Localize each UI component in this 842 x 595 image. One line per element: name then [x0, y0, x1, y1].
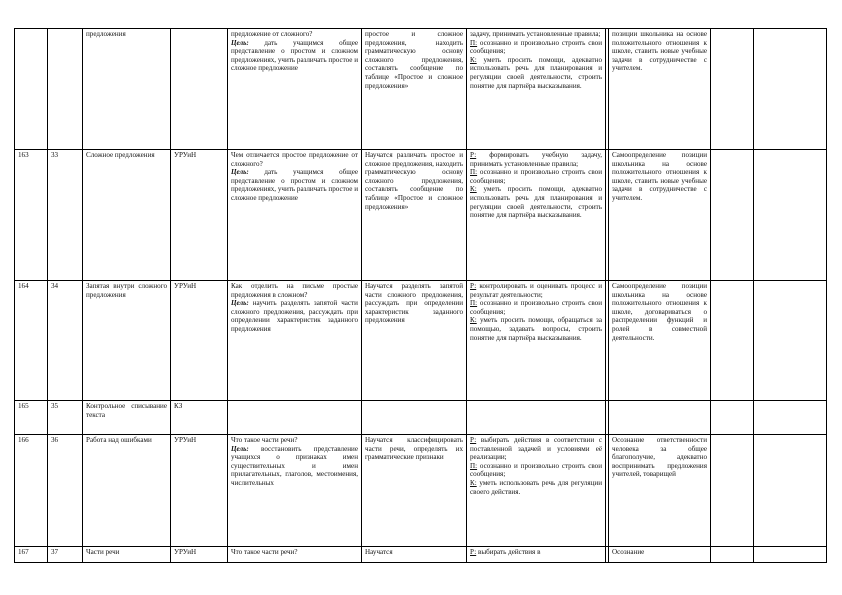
extra-cell [754, 281, 827, 401]
personal-results: позиции школьника на основе положительного отношения к школе, ставить новые учебные задачи в сотрудничестве с учителем. [612, 30, 707, 73]
uud-communicative-label: К: [470, 478, 477, 487]
table-row [15, 547, 827, 563]
goal-text: научить разделять запятой части сложного предложения, рассуждать при определении характеристик заданного предложения [231, 299, 358, 333]
goal-question-line [231, 548, 358, 557]
topic-cell [83, 435, 171, 547]
lesson-index: 33 [51, 151, 59, 159]
notes-cell [711, 547, 754, 563]
topic-cell [83, 401, 171, 435]
lesson-number-cell [15, 547, 48, 563]
goal-question-line [231, 151, 358, 168]
extra-cell [754, 435, 827, 547]
uud-communicative-label: К: [470, 316, 477, 325]
goal-question: предложение от сложного? [231, 30, 313, 38]
notes-cell [711, 150, 754, 281]
lesson-index: 36 [51, 436, 59, 444]
lesson-plan-table [14, 28, 827, 563]
uud-cell [467, 435, 606, 547]
extra-cell [754, 29, 827, 150]
goal-question: Что такое части речи? [231, 436, 298, 444]
lesson-number: 167 [18, 548, 29, 556]
goal-question: Как отделить на письме простые предложения в сложном? [231, 282, 358, 299]
lesson-topic: предложения [86, 30, 126, 38]
lesson-index-cell [48, 150, 83, 281]
uud-regulative-line [470, 30, 602, 39]
uud-regulative-text: выбирать действия в [477, 548, 541, 556]
goal-text: дать учащимся общее представление о простом и сложном предложениях, учить различать простое и сложное предложение [231, 38, 358, 73]
uud-communicative-text: уметь просить помощи, адекватно использовать речь для планирования и регуляции своей деятельности, строить понятие для партнёра высказывания. [470, 185, 602, 220]
results-cell [362, 29, 467, 150]
uud-cognitive-line [470, 39, 602, 56]
uud-cognitive-label: П: [470, 38, 478, 47]
notes-cell [711, 281, 754, 401]
lesson-number: 164 [18, 282, 29, 290]
uud-regulative-label: Р: [470, 151, 477, 159]
lesson-number-cell [15, 401, 48, 435]
table-row [15, 435, 827, 547]
lesson-type-cell [171, 29, 228, 150]
personal-results-cell [609, 29, 711, 150]
uud-cognitive-label: П: [470, 299, 478, 308]
subject-results: Научатся различать простое и сложное предложения, находить грамматическую основу сложного предложения, составлять сообщение по таблице «Простое и сложное предложения» [365, 151, 463, 211]
goal-label: Цель: [231, 444, 249, 453]
lesson-topic: Части речи [86, 548, 120, 556]
extra-cell [754, 150, 827, 281]
goal-line [231, 168, 358, 202]
lesson-number-cell [15, 281, 48, 401]
lesson-index-cell [48, 435, 83, 547]
lesson-type: УРУиН [174, 548, 197, 556]
lesson-type-cell [171, 401, 228, 435]
uud-communicative-line [470, 316, 602, 342]
lesson-type-cell [171, 281, 228, 401]
lesson-type: УРУиН [174, 151, 197, 159]
lesson-index-cell [48, 29, 83, 150]
personal-results: Осознание [612, 548, 645, 556]
goal-label: Цель: [231, 168, 249, 177]
uud-regulative-text: выбирать действия в соответствии с поставленной задачей и условиями её реализации; [470, 436, 602, 462]
personal-results-cell [609, 435, 711, 547]
uud-cognitive-label: П: [470, 461, 478, 470]
goal-cell [228, 150, 362, 281]
lesson-type-cell [171, 435, 228, 547]
lesson-number-cell [15, 29, 48, 150]
uud-communicative-label: К: [470, 55, 477, 64]
uud-regulative-text: контролировать и оценивать процесс и результат деятельности; [470, 282, 602, 299]
notes-cell [711, 29, 754, 150]
lesson-index: 37 [51, 548, 59, 556]
personal-results: Самоопределение позиции школьника на основе положительного отношения к школе, договариваться о распределении функций и ролей в совместной деятельности. [612, 282, 707, 342]
uud-regulative-line [470, 436, 602, 462]
goal-cell [228, 435, 362, 547]
personal-results: Самоопределение позиции школьника на основе положительного отношения к школе, ставить новые учебные задачи в сотрудничестве с учителем. [612, 151, 707, 202]
lesson-topic: Работа над ошибками [86, 436, 152, 444]
lesson-number: 163 [18, 151, 29, 159]
goal-question: Чем отличается простое предложение от сложного? [231, 151, 358, 168]
lesson-index-cell [48, 281, 83, 401]
uud-communicative-line [470, 185, 602, 219]
table-row [15, 401, 827, 435]
uud-cognitive-text: осознанно и произвольно строить свои сообщения; [470, 168, 602, 185]
uud-cell [467, 547, 606, 563]
goal-question-line [231, 436, 358, 445]
uud-regulative-label: Р: [470, 548, 477, 556]
goal-cell [228, 401, 362, 435]
extra-cell [754, 547, 827, 563]
topic-cell [83, 29, 171, 150]
goal-line [231, 39, 358, 73]
subject-results: Научатся классифицировать части речи, определять их грамматические признаки [365, 436, 463, 462]
uud-cell [467, 150, 606, 281]
goal-cell [228, 29, 362, 150]
uud-cell [467, 281, 606, 401]
goal-line [231, 299, 358, 333]
uud-communicative-line [470, 56, 602, 90]
uud-communicative-text: уметь использовать речь для регуляции своего действия. [470, 478, 602, 496]
uud-cognitive-line [470, 462, 602, 479]
goal-question: Что такое части речи? [231, 548, 298, 556]
uud-cognitive-text: осознанно и произвольно строить свои сообщения; [470, 299, 602, 316]
uud-regulative-line [470, 282, 602, 299]
goal-line [231, 445, 358, 488]
uud-regulative-label: Р: [470, 282, 477, 290]
uud-cognitive-text: осознанно и произвольно строить свои сообщения; [470, 461, 602, 479]
uud-regulative-line [470, 548, 602, 557]
lesson-index-cell [48, 547, 83, 563]
personal-results-cell [609, 547, 711, 563]
notes-cell [711, 401, 754, 435]
uud-regulative-line [470, 151, 602, 168]
notes-cell [711, 435, 754, 547]
results-cell [362, 281, 467, 401]
lesson-number-cell [15, 150, 48, 281]
results-cell [362, 547, 467, 563]
goal-question-line [231, 282, 358, 299]
uud-cognitive-label: П: [470, 168, 478, 177]
personal-results-cell [609, 281, 711, 401]
uud-communicative-label: К: [470, 185, 477, 194]
results-cell [362, 150, 467, 281]
subject-results: Научатся [365, 548, 393, 556]
subject-results: простое и сложное предложения, находить грамматическую основу сложного предложения, составлять сообщение по таблице «Простое и сложное предложения» [365, 30, 463, 90]
uud-cell [467, 29, 606, 150]
personal-results-cell [609, 401, 711, 435]
uud-communicative-line [470, 479, 602, 496]
personal-results: Осознание ответственности человека за общее благополучие, адекватно воспринимать предложения учителей, товарищей [612, 436, 707, 479]
results-cell [362, 435, 467, 547]
lesson-number: 165 [18, 402, 29, 410]
uud-regulative-text: задачу, принимать установленные правила; [470, 30, 601, 38]
goal-label: Цель: [231, 38, 249, 47]
lesson-index: 34 [51, 282, 59, 290]
lesson-topic: Запятая внутри сложного предложения [86, 282, 167, 299]
uud-regulative-text: формировать учебную задачу, принимать установленные правила; [470, 151, 602, 168]
uud-communicative-text: уметь просить помощи, обращаться за помощью, задавать вопросы, строить понятие для партнёра высказывания. [470, 316, 602, 342]
lesson-type-cell [171, 150, 228, 281]
results-cell [362, 401, 467, 435]
lesson-type-cell [171, 547, 228, 563]
table-row [15, 29, 827, 150]
lesson-type: КЗ [174, 402, 183, 410]
uud-communicative-text: уметь просить помощи, адекватно использовать речь для планирования и регуляции своей деятельности, строить понятие для партнёра высказывания. [470, 55, 602, 90]
topic-cell [83, 281, 171, 401]
topic-cell [83, 547, 171, 563]
lesson-index-cell [48, 401, 83, 435]
goal-cell [228, 547, 362, 563]
goal-label: Цель: [231, 299, 249, 308]
lesson-number: 166 [18, 436, 29, 444]
goal-cell [228, 281, 362, 401]
lesson-type: УРУиН [174, 282, 197, 290]
uud-regulative-label: Р: [470, 436, 477, 444]
goal-text: дать учащимся общее представление о простом и сложном предложениях, учить различать простое и сложное предложение [231, 168, 358, 202]
personal-results-cell [609, 150, 711, 281]
lesson-index: 35 [51, 402, 59, 410]
table-row [15, 150, 827, 281]
topic-cell [83, 150, 171, 281]
goal-text: восстановить представление учащихся о признаках имен существительных и имен прилагательных, глаголов, местоимения, числительных [231, 444, 358, 487]
table-body [15, 29, 827, 563]
lesson-number-cell [15, 435, 48, 547]
lesson-type: УРУиН [174, 436, 197, 444]
extra-cell [754, 401, 827, 435]
table-row [15, 281, 827, 401]
lesson-topic: Сложное предложения [86, 151, 155, 159]
goal-question-line [231, 30, 358, 39]
lesson-topic: Контрольное списывание текста [86, 402, 167, 419]
uud-cell [467, 401, 606, 435]
uud-cognitive-line [470, 168, 602, 185]
subject-results: Научатся разделять запятой части сложного предложения, рассуждать при определении характеристик заданного предложения [365, 282, 463, 325]
uud-cognitive-text: осознанно и произвольно строить свои сообщения; [470, 38, 602, 56]
uud-cognitive-line [470, 299, 602, 316]
